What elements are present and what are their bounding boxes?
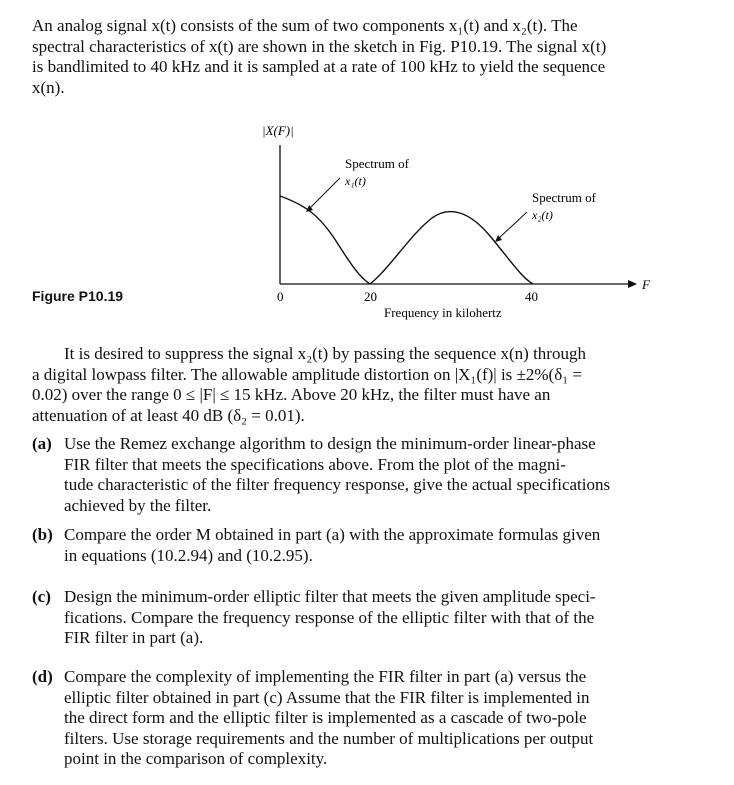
question-line: Design the minimum-order elliptic filter that meets the given amplitude speci- bbox=[64, 587, 596, 606]
question-line: fications. Compare the frequency response of the elliptic filter with that of the bbox=[64, 607, 595, 627]
question-line: elliptic filter obtained in part (c) Assume that the FIR filter is implemented in bbox=[64, 687, 590, 707]
intro-line: spectral characteristics of x(t) are shown in the sketch in Fig. P10.19. The signal x(t) bbox=[32, 36, 607, 56]
annotation-x2-leader bbox=[499, 212, 527, 238]
question-label: (a) bbox=[32, 434, 52, 453]
question-line: FIR filter in part (a). bbox=[64, 628, 204, 647]
question-label: (d) bbox=[32, 667, 53, 686]
x-axis-symbol: F bbox=[642, 277, 650, 292]
tick-label-20: 20 bbox=[364, 289, 377, 304]
tick-label-40: 40 bbox=[525, 289, 538, 304]
body-paragraph bbox=[32, 344, 712, 426]
x-axis-arrow bbox=[628, 280, 637, 288]
figure-label: Figure P10.19 bbox=[32, 288, 124, 304]
body-line: attenuation of at least 40 dB (δ₂ = 0.01). bbox=[32, 405, 305, 425]
intro-line: An analog signal x(t) consists of the sum of two components x₁(t) and x₂(t). The bbox=[32, 16, 578, 35]
y-axis-label: |X(F)| bbox=[262, 123, 294, 138]
question-line: in equations (10.2.94) and (10.2.95). bbox=[64, 545, 313, 565]
question-line: Compare the complexity of implementing the FIR filter in part (a) versus the bbox=[64, 667, 587, 686]
x-axis-title: Frequency in kilohertz bbox=[384, 305, 502, 320]
tick-label-0: 0 bbox=[277, 289, 284, 304]
question-line: Compare the order M obtained in part (a) with the approximate formulas given bbox=[64, 525, 601, 544]
intro-line: x(n). bbox=[32, 77, 65, 97]
question-line: tude characteristic of the filter frequency response, give the actual specifications bbox=[64, 475, 611, 494]
series-x1-curve bbox=[280, 196, 370, 284]
question-item-c bbox=[32, 587, 672, 649]
annotation-x2-symbol: x₂(t) bbox=[532, 208, 553, 222]
intro-paragraph bbox=[32, 16, 712, 98]
question-item-a bbox=[32, 434, 672, 516]
annotation-x1-leader bbox=[310, 178, 340, 208]
question-item-b bbox=[32, 525, 672, 566]
question-line: achieved by the filter. bbox=[64, 495, 212, 515]
body-line: 0.02) over the range 0 ≤ |F| ≤ 15 kHz. Above 20 kHz, the filter must have an bbox=[32, 385, 551, 404]
question-item-d bbox=[32, 667, 672, 770]
body-line: It is desired to suppress the signal x₂(t) by passing the sequence x(n) through bbox=[64, 344, 586, 363]
body-line: a digital lowpass filter. The allowable amplitude distortion on |X₁(f)| is ±2%(δ₁ = bbox=[32, 364, 582, 384]
annotation-x2-title: Spectrum of bbox=[532, 190, 596, 205]
question-label: (b) bbox=[32, 525, 53, 544]
annotation-x1-title: Spectrum of bbox=[345, 156, 409, 171]
question-line: Use the Remez exchange algorithm to design the minimum-order linear-phase bbox=[64, 434, 596, 453]
question-line: point in the comparison of complexity. bbox=[64, 749, 328, 768]
question-line: filters. Use storage requirements and the number of multiplications per output bbox=[64, 728, 594, 748]
intro-line: is bandlimited to 40 kHz and it is sampled at a rate of 100 kHz to yield the sequence bbox=[32, 57, 606, 76]
question-line: FIR filter that meets the specifications above. From the plot of the magni- bbox=[64, 454, 566, 474]
question-label: (c) bbox=[32, 587, 51, 606]
annotation-x1-symbol: x₁(t) bbox=[345, 174, 366, 188]
series-x2-curve bbox=[370, 212, 533, 284]
question-line: the direct form and the elliptic filter is implemented as a cascade of two-pole bbox=[64, 708, 587, 727]
